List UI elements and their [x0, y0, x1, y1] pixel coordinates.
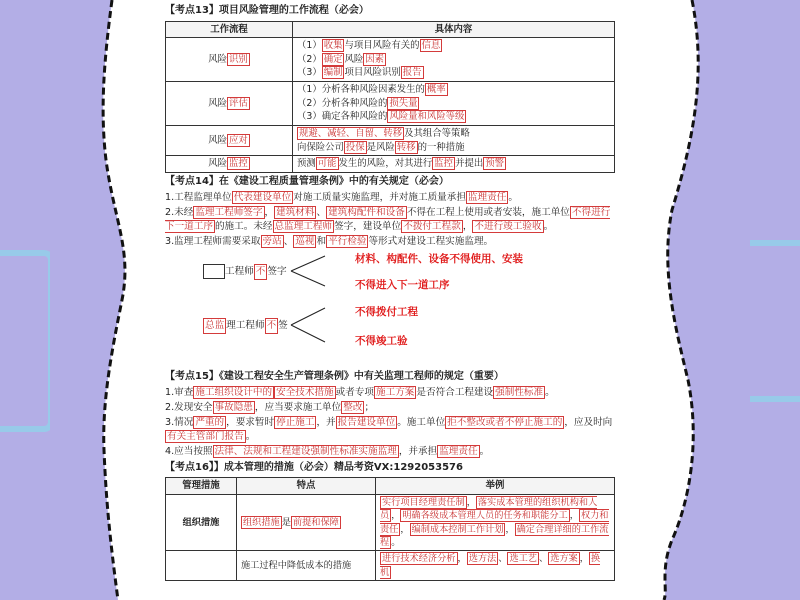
highlighted-term: 监理责任 — [467, 192, 507, 204]
risk-process-table — [165, 21, 615, 173]
text-segment: 预测 — [297, 158, 316, 170]
paragraph — [165, 386, 615, 400]
text-segment: ，应及时向 — [564, 417, 613, 429]
table-header: 特点 — [237, 478, 376, 495]
text-segment: ， — [505, 523, 515, 535]
text-segment: （2） — [297, 53, 322, 65]
diagram-text: 工程师 — [225, 265, 254, 277]
highlighted-term: 监理责任 — [439, 446, 478, 457]
table-row — [166, 38, 615, 82]
text-segment: 与项目风险有关的 — [344, 40, 420, 52]
paragraph — [165, 191, 615, 205]
highlighted-term: 施工组织设计中的 — [195, 387, 273, 399]
highlighted-term: 建筑材料 — [276, 207, 315, 219]
text-segment: ， — [264, 207, 275, 219]
highlighted-term: 法律、法规和工程建设强制性标准实施监理 — [214, 446, 397, 457]
table-row — [166, 156, 615, 173]
highlighted-term: 权力和责任 — [380, 510, 609, 535]
text-segment: 是风险 — [366, 141, 395, 153]
content-line — [297, 127, 610, 141]
table-row — [166, 551, 615, 581]
highlighted-term: 可能 — [317, 158, 337, 170]
text-segment: 并提出 — [455, 158, 484, 170]
text-segment: 。 — [543, 221, 554, 233]
highlighted-term: 停止施工 — [276, 417, 315, 429]
text-segment: 。施工单位 — [397, 417, 446, 429]
highlighted-term: 报告建设单位 — [337, 417, 396, 429]
text-segment: （3）确定各种风险的 — [297, 111, 388, 123]
example-cell — [376, 551, 615, 581]
text-segment: （1）分析各种风险因素发生的 — [297, 84, 425, 95]
highlighted-term: 建筑构配件和设备 — [328, 207, 405, 219]
text-segment: ， — [391, 510, 401, 522]
table-header: 管理措施 — [166, 478, 237, 495]
content-line — [297, 39, 610, 53]
blank-box — [203, 264, 225, 279]
highlighted-term: 组织措施 — [243, 517, 280, 529]
process-content-cell — [293, 82, 615, 126]
highlight-box: 不 — [254, 264, 268, 280]
text-segment: 。 — [545, 387, 555, 399]
highlighted-term: 规避、减轻、自留、转移 — [299, 127, 403, 139]
process-content-cell — [293, 156, 615, 173]
highlighted-term: 信息 — [421, 40, 441, 52]
diagram-text: 签字 — [267, 265, 287, 277]
diagram-arrows — [289, 250, 359, 368]
content-line — [297, 83, 610, 97]
text-segment: 是否符合工程建设 — [416, 387, 494, 399]
text-segment: 是 — [281, 517, 291, 529]
highlighted-term: 不得进行下一道工序 — [165, 207, 611, 233]
text-segment: ，并承担 — [398, 446, 438, 457]
measure-cell: 组织措施 — [166, 495, 237, 551]
highlighted-term: 前提和保障 — [292, 517, 339, 529]
text-segment: 、 — [539, 553, 549, 565]
text-segment: 发生的风险，对其进行 — [338, 158, 433, 170]
highlighted-term: 编制 — [323, 67, 343, 79]
text-segment: 。 — [479, 446, 490, 457]
text-segment: ， — [579, 553, 589, 565]
text-segment: （3） — [297, 67, 322, 79]
highlighted-term: 确定 — [323, 53, 343, 65]
paragraph — [165, 235, 615, 249]
diagram-text: 理工程师 — [226, 319, 265, 331]
text-segment: 项目风险识别 — [344, 67, 401, 79]
feature-cell — [237, 495, 376, 551]
text-segment: 的一种措施 — [417, 141, 465, 153]
highlighted-term: 损失量 — [389, 97, 418, 109]
text-segment: ， — [462, 221, 473, 233]
text-segment: 签字，建设单位 — [334, 221, 402, 233]
highlighted-term: 风险量和风险等级 — [389, 111, 465, 123]
text-segment: 1.审查 — [165, 387, 194, 399]
highlighted-term: 明确各级成本管理人员的任务和职能分工 — [402, 510, 568, 522]
highlighted-term: 强制性标准 — [495, 387, 544, 399]
cost-measures-table — [165, 477, 615, 581]
highlighted-term: 旁站 — [262, 235, 282, 247]
highlight-box: 总监 — [203, 318, 226, 334]
content-line — [297, 97, 610, 111]
highlighted-term: 施工方案 — [376, 387, 415, 399]
text-segment: 2.发现安全 — [165, 402, 213, 414]
highlighted-term: 事故隐患 — [214, 402, 253, 414]
text-segment: 的施工。未经 — [214, 221, 273, 233]
text-segment: 2.未经 — [165, 207, 194, 219]
text-segment: 风险 — [344, 53, 364, 65]
diagram-result-4: 不得竣工验 — [355, 334, 408, 347]
text-segment: 、 — [283, 235, 294, 247]
text-segment: ； — [364, 402, 375, 414]
section-16-title: 【考点16】】成本管理的措施（必会）精品考资VX:1292053576 — [165, 461, 463, 473]
text-segment: 和 — [316, 235, 327, 247]
paragraph — [165, 206, 615, 234]
text-segment: 对施工质量实施监理，并对施工质量承担 — [293, 192, 466, 204]
highlighted-term: 选方案 — [550, 553, 578, 565]
highlighted-term: 评估 — [229, 97, 248, 109]
text-segment: 1.工程监理单位 — [165, 192, 232, 204]
content-line — [297, 53, 610, 67]
section-15-title: 【考点15】《建设工程安全生产管理条例》中有关监理工程师的规定（重要） — [165, 370, 504, 382]
feature-cell — [237, 551, 376, 581]
highlighted-term: 换机 — [380, 553, 601, 578]
text-segment: 风险 — [208, 158, 227, 170]
highlighted-term: 不进行竣工验收 — [474, 221, 542, 233]
text-segment: ， — [569, 510, 579, 522]
text-segment: 。 — [391, 537, 401, 549]
text-segment: ，并 — [316, 417, 336, 429]
diagram-text: 签 — [278, 319, 288, 331]
text-segment: 3.监理工程师需要采取 — [165, 235, 261, 247]
text-segment: 、 — [498, 553, 508, 565]
process-step-cell — [166, 156, 293, 173]
paragraph — [165, 416, 615, 444]
highlighted-term: 有关主管部门报告 — [167, 431, 244, 443]
text-segment: ， — [457, 553, 467, 565]
diagram-engineer-row — [203, 264, 287, 280]
text-segment: 风险 — [208, 134, 227, 146]
highlighted-term: 选工艺 — [509, 553, 537, 565]
text-segment: （2）分析各种风险的 — [297, 97, 388, 109]
table-header: 工作流程 — [166, 21, 293, 38]
highlighted-term: 落实成本管理的组织机构和人员 — [380, 497, 598, 522]
process-content-cell — [293, 38, 615, 82]
text-segment: 。 — [508, 192, 518, 204]
section-13-title: 【考点13】项目风险管理的工作流程（必会） — [165, 5, 369, 16]
section-14-title: 【考点14】在《建设工程质量管理条例》中的有关规定（必会） — [165, 175, 449, 187]
text-segment: 及其组合等策略 — [404, 127, 470, 139]
highlighted-term: 确定合理详细的工作流程 — [380, 523, 609, 549]
highlighted-term: 安全技术措施 — [276, 387, 334, 399]
text-segment: 不得在工程上使用或者安装，施工单位 — [406, 207, 570, 219]
highlighted-term: 识别 — [229, 53, 248, 65]
text-segment: 等形式对建设工程实施监理。 — [368, 235, 494, 247]
text-segment: （1） — [297, 40, 322, 52]
process-step-cell — [166, 38, 293, 82]
highlighted-term: 实行项目经理责任制 — [382, 497, 465, 509]
text-segment: 风险 — [208, 97, 227, 109]
content-line — [297, 157, 610, 171]
highlighted-term: 应对 — [229, 134, 248, 146]
signature-diagram — [165, 250, 615, 368]
process-step-cell — [166, 82, 293, 126]
highlighted-term: 监控 — [229, 158, 248, 170]
text-segment: ，要求暂时 — [226, 417, 275, 429]
text-segment: 风险 — [208, 53, 227, 65]
highlighted-term: 选方法 — [468, 553, 497, 565]
highlighted-term: 投保 — [345, 141, 365, 153]
text-segment: 向保险公司 — [297, 141, 344, 153]
document-content — [165, 2, 615, 581]
highlighted-term: 因素 — [365, 53, 385, 65]
content-line — [297, 66, 610, 80]
highlighted-term: 收集 — [323, 40, 343, 52]
highlighted-term: 进行技术经济分析 — [382, 553, 456, 565]
diagram-result-3: 不得拨付工程 — [355, 305, 418, 318]
table-header: 具体内容 — [293, 21, 615, 38]
text-segment: ， — [466, 497, 476, 509]
text-segment: 4.应当按照 — [165, 446, 213, 457]
highlighted-term: 监理工程师签字 — [195, 207, 263, 219]
highlighted-term: 不拨付工程款 — [403, 221, 461, 233]
highlighted-term: 严重的 — [195, 417, 225, 429]
highlighted-term: 巡视 — [295, 235, 315, 247]
table-row — [166, 495, 615, 551]
diagram-result-1: 材料、构配件、设备不得使用、安装 — [355, 252, 523, 265]
highlighted-term: 预警 — [485, 158, 504, 170]
highlighted-term: 监控 — [434, 158, 454, 170]
highlighted-term: 报告 — [402, 67, 422, 79]
highlighted-term: 编制成本控制工作计划 — [411, 523, 504, 535]
text-segment: 、 — [316, 207, 327, 219]
content-line — [297, 141, 610, 155]
diagram-result-2: 不得进入下一道工序 — [355, 278, 450, 291]
highlighted-term: 总监理工程师 — [274, 221, 333, 233]
table-header: 举例 — [376, 478, 615, 495]
highlighted-term: 拒不整改或者不停止施工的 — [447, 417, 563, 429]
content-line — [297, 110, 610, 124]
process-step-cell — [166, 125, 293, 155]
highlighted-term: 概率 — [426, 84, 446, 95]
table-row — [166, 125, 615, 155]
text-segment: 3.情况 — [165, 417, 194, 429]
paragraph — [165, 401, 615, 415]
text-segment: ，应当要求施工单位 — [254, 402, 342, 414]
process-content-cell — [293, 125, 615, 155]
highlighted-term: 平行检验 — [328, 235, 367, 247]
table-row — [166, 82, 615, 126]
highlighted-term: 整改 — [343, 402, 363, 414]
diagram-chief-row — [203, 318, 288, 334]
highlighted-term: 转移 — [396, 141, 416, 153]
text-segment: 或者专项 — [335, 387, 375, 399]
measure-cell — [166, 551, 237, 581]
text-segment: ， — [400, 523, 410, 535]
text-segment: 。 — [245, 431, 256, 443]
text-segment: 施工过程中降低成本的措施 — [241, 560, 352, 572]
highlighted-term: 代表建设单位 — [233, 192, 292, 204]
paragraph — [165, 445, 615, 459]
highlight-box: 不 — [265, 318, 279, 334]
example-cell — [376, 495, 615, 551]
